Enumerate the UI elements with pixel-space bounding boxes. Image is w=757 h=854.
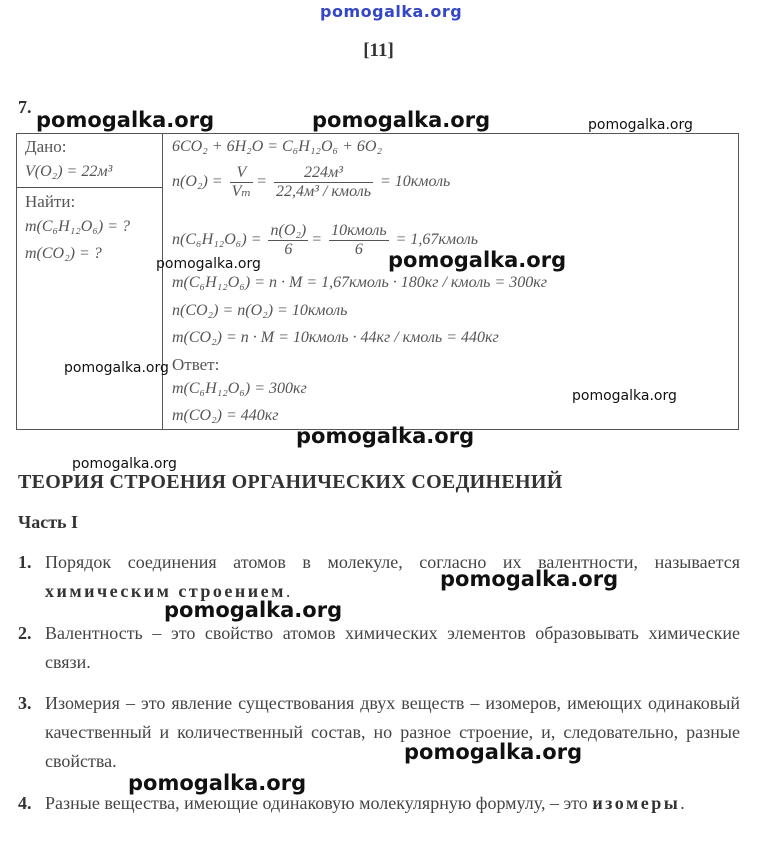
list-item-text: Разные вещества, имеющие одинаковую молекулярную формулу, – это изомеры. (45, 793, 685, 813)
solution-table (16, 133, 739, 430)
watermark[interactable]: pomogalka.org (572, 388, 677, 404)
n-o2-fraction-1 (230, 164, 254, 201)
watermark[interactable]: pomogalka.org (128, 771, 307, 795)
page-number: [11] (363, 40, 394, 61)
table-row-divider (17, 187, 162, 188)
reaction-equation: 6CO₂ + 6H₂O = C₆H₁₂O₆ + 6O₂ (172, 138, 382, 155)
section-title: ТЕОРИЯ СТРОЕНИЯ ОРГАНИЧЕСКИХ СОЕДИНЕНИЙ (18, 471, 563, 493)
m-glucose-calculation: m(C₆H₁₂O₆) = n · M = 1,67кмоль · 180кг / кмоль = 300кг (172, 274, 547, 291)
watermark[interactable]: pomogalka.org (164, 598, 343, 622)
watermark[interactable]: pomogalka.org (36, 108, 215, 132)
answer-label: Ответ: (172, 355, 220, 374)
n-o2-result: = 10кмоль (379, 173, 451, 191)
n-o2-fraction-2 (274, 164, 373, 201)
n-co2-calculation: n(CO₂) = n(O₂) = 10кмоль (172, 302, 348, 319)
list-item (18, 619, 740, 677)
term-isomers: изомеры (592, 793, 681, 813)
list-item (18, 789, 740, 818)
n-o2-fraction-2-den: 22,4м³ / кмоль (275, 183, 371, 200)
n-o2-fraction-2-num: 224м³ (274, 164, 373, 183)
find-label: Найти: (25, 192, 76, 211)
term-chemical-structure: химическим строением (45, 581, 286, 601)
watermark[interactable]: pomogalka.org (588, 117, 693, 133)
list-item-number: 4. (18, 793, 32, 813)
n-glucose-lhs: n(C₆H₁₂O₆) = (172, 231, 262, 249)
find-glucose-mass: m(C₆H₁₂O₆) = ? (25, 218, 131, 235)
part-title: Часть I (18, 512, 79, 532)
find-co2-mass: m(CO₂) = ? (25, 245, 102, 262)
list-item-text: Порядок соединения атомов в молекуле, согласно их валентности, называется химическим строением. (45, 552, 740, 601)
list-item-text: Валентность – это свойство атомов химических элементов образовывать химические связи. (45, 623, 740, 672)
n-o2-fraction-1-num: V (230, 164, 254, 183)
m-co2-calculation: m(CO₂) = n · M = 10кмоль · 44кг / кмоль = 440кг (172, 329, 499, 346)
n-glucose-fraction-1-num: n(O₂) (270, 222, 307, 239)
table-column-divider (162, 134, 163, 429)
watermark[interactable]: pomogalka.org (64, 360, 169, 376)
n-glucose-fraction-2-den: 6 (354, 241, 363, 258)
n-glucose-fraction-2 (329, 222, 389, 259)
given-label: Дано: (25, 137, 67, 156)
given-value: V(O₂) = 22м³ (25, 163, 113, 180)
answer-glucose: m(C₆H₁₂O₆) = 300кг (172, 380, 307, 397)
watermark[interactable]: pomogalka.org (388, 248, 567, 272)
n-glucose-result: = 1,67кмоль (395, 231, 478, 249)
watermark[interactable]: pomogalka.org (72, 456, 177, 472)
n-glucose-calculation: n(C₆H₁₂O₆) = $\frac{\text{n(O₂)}}{6}$ = $\frac{\text{10кмоль}}{6}$ = 1,67кмоль (172, 222, 478, 258)
watermark[interactable]: pomogalka.org (312, 108, 491, 132)
watermark[interactable]: pomogalka.org (404, 740, 583, 764)
watermark-top[interactable]: pomogalka.org (320, 2, 463, 21)
task-number: 7. (18, 97, 32, 117)
list-item-number: 1. (18, 552, 32, 572)
watermark[interactable]: pomogalka.org (296, 424, 475, 448)
answer-co2: m(CO₂) = 440кг (172, 407, 279, 424)
n-o2-lhs: n(O₂) = (172, 173, 223, 191)
n-glucose-fraction-1 (268, 222, 308, 259)
n-o2-fraction-1-den: Vₘ (231, 183, 252, 200)
watermark[interactable]: pomogalka.org (156, 256, 261, 272)
watermark[interactable]: pomogalka.org (440, 567, 619, 591)
list-item (18, 689, 740, 776)
n-o2-calculation: n(O₂) = $\frac{V}{\text{Vₘ}}$ = $\frac{\text{224м³}}{\text{22,4м³ / кмоль}}$ = 10кмоль (172, 164, 451, 200)
n-glucose-fraction-2-num: 10кмоль (331, 222, 387, 239)
list-item-text: Изомерия – это явление существования двух веществ – изомеров, имеющих одинаковый качественный и количественный состав, но разное строение, и, следовательно, разные свойства. (45, 693, 740, 771)
list-item-number: 3. (18, 693, 32, 713)
list-item-number: 2. (18, 623, 32, 643)
list-item (18, 548, 740, 606)
n-glucose-fraction-1-den: 6 (284, 241, 293, 258)
